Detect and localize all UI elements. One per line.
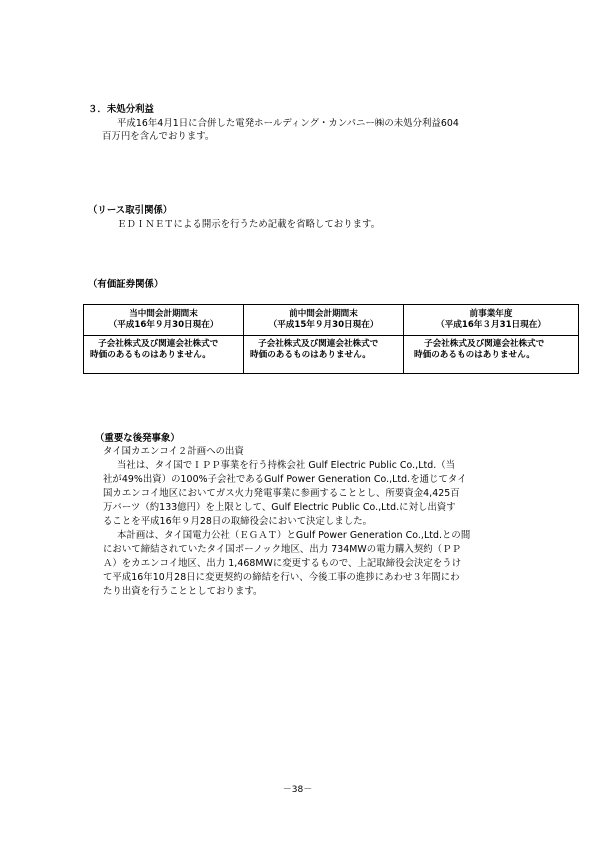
- table-cell: 子会社株式及び関連会社株式で 時価のあるものはありません。: [404, 336, 579, 374]
- paragraph-line: たり出資を行うこととしております。: [103, 586, 263, 597]
- page-number: －38－: [282, 785, 313, 795]
- section-heading-lease: （リース取引関係）: [88, 205, 173, 216]
- paragraph-line: ＥＤＩＮＥＴによる開示を行うため記載を省略しております。: [117, 219, 381, 230]
- paragraph-line: 当社は、タイ国でＩＰＰ事業を行う持株会社 Gulf Electric Public Co.,Ltd.（当: [117, 460, 456, 471]
- paragraph-line: ることを平成16年９月28日の取締役会において決定しました。: [103, 516, 373, 527]
- paragraph-line: Ａ）をカエンコイ地区、出力 1,468MWに変更するもので、上記取締役会決定をうけ: [103, 558, 462, 569]
- securities-table: [83, 304, 579, 374]
- paragraph-line: 社が49%出資）の100%子会社であるGulf Power Generation Co.,Ltd.を通じてタイ: [103, 474, 467, 485]
- subheading: タイ国カエンコイ２計画への出資: [103, 446, 244, 457]
- paragraph-line: 平成16年4月1日に合併した電発ホールディング・カンパニー㈱の未処分利益604: [117, 118, 459, 129]
- paragraph-line: 国カエンコイ地区においてガス火力発電事業に参画することとし、所要資金4,425百: [103, 488, 460, 499]
- paragraph-line: 本計画は、タイ国電力公社（ＥＧＡＴ）とGulf Power Generation Co.,Ltd.との間: [117, 530, 471, 541]
- paragraph-line: 万バーツ（約133億円）を上限として、Gulf Electric Public Co.,Ltd.に対し出資す: [103, 502, 456, 513]
- paragraph-line: て平成16年10月28日に変更契約の締結を行い、今後工事の進捗にあわせ３年間にわ: [103, 572, 460, 583]
- section-heading-securities: （有価証券関係）: [88, 279, 164, 290]
- paragraph-line: 百万円を含んでおります。: [102, 131, 215, 142]
- table-cell: 子会社株式及び関連会社株式で 時価のあるものはありません。: [244, 336, 404, 374]
- table-row: [84, 336, 579, 374]
- table-header-cell: 当中間会計期間末 （平成16年９月30日現在）: [84, 305, 244, 336]
- table-header-row: [84, 305, 579, 336]
- table-cell: 子会社株式及び関連会社株式で 時価のあるものはありません。: [84, 336, 244, 374]
- table-header-cell: 前中間会計期間末 （平成15年９月30日現在）: [244, 305, 404, 336]
- section-heading-subsequent-events: （重要な後発事象）: [95, 433, 180, 444]
- section-heading-unappropriated-profit: ３．未処分利益: [88, 104, 154, 115]
- paragraph-line: において締結されていたタイ国ポーノック地区、出力 734MWの電力購入契約（ＰＰ: [103, 544, 461, 555]
- table-header-cell: 前事業年度 （平成16年３月31日現在）: [404, 305, 579, 336]
